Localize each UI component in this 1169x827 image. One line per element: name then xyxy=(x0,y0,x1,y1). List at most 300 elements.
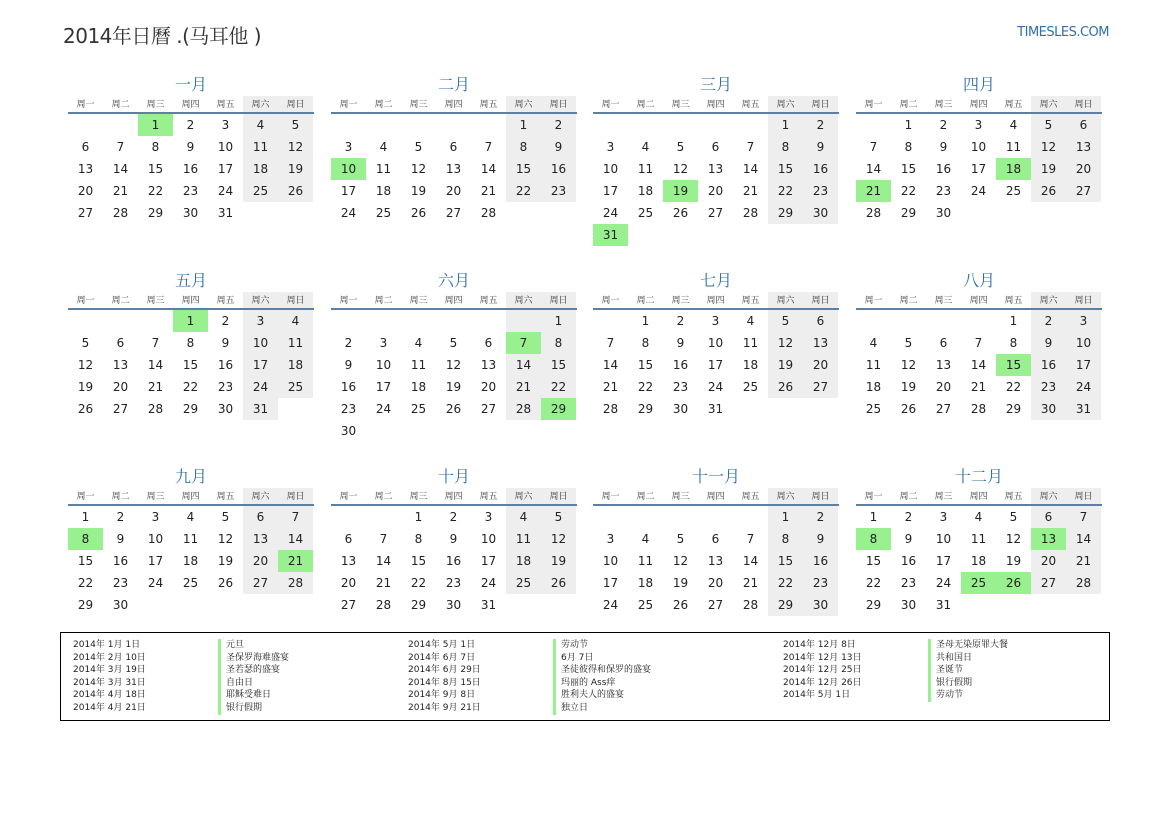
day-cell[interactable]: 21 xyxy=(506,376,541,398)
day-cell[interactable]: 5 xyxy=(221,510,230,524)
day-cell[interactable]: 23 xyxy=(340,402,357,416)
day-cell[interactable]: 10 xyxy=(602,162,619,176)
day-cell[interactable]: 27 xyxy=(1031,572,1066,594)
day-cell[interactable]: 31 xyxy=(1066,398,1101,420)
day-cell[interactable]: 19 xyxy=(445,380,462,394)
day-cell[interactable]: 4 xyxy=(974,510,983,524)
day-cell[interactable]: 22 xyxy=(637,380,654,394)
day-cell[interactable]: 14 xyxy=(742,162,759,176)
day-cell[interactable]: 30 xyxy=(672,402,689,416)
day-cell[interactable]: 28 xyxy=(278,572,313,594)
holiday-day-cell[interactable]: 19 xyxy=(663,180,698,202)
day-cell[interactable]: 7 xyxy=(746,140,755,154)
day-cell[interactable]: 14 xyxy=(1066,528,1101,550)
day-cell[interactable]: 18 xyxy=(410,380,427,394)
day-cell[interactable]: 28 xyxy=(1066,572,1101,594)
day-cell[interactable]: 2 xyxy=(449,510,458,524)
day-cell[interactable]: 2 xyxy=(803,506,838,528)
day-cell[interactable]: 14 xyxy=(602,358,619,372)
day-cell[interactable]: 11 xyxy=(742,336,759,350)
day-cell[interactable]: 12 xyxy=(672,162,689,176)
day-cell[interactable]: 25 xyxy=(278,376,313,398)
day-cell[interactable]: 29 xyxy=(77,598,94,612)
day-cell[interactable]: 2 xyxy=(803,114,838,136)
day-cell[interactable]: 23 xyxy=(541,180,576,202)
day-cell[interactable]: 7 xyxy=(974,336,983,350)
day-cell[interactable]: 25 xyxy=(506,572,541,594)
day-cell[interactable]: 5 xyxy=(676,140,685,154)
day-cell[interactable]: 21 xyxy=(375,576,392,590)
day-cell[interactable]: 2 xyxy=(939,118,948,132)
day-cell[interactable]: 14 xyxy=(865,162,882,176)
day-cell[interactable]: 27 xyxy=(77,206,94,220)
day-cell[interactable]: 24 xyxy=(147,576,164,590)
day-cell[interactable]: 17 xyxy=(480,554,497,568)
day-cell[interactable]: 5 xyxy=(676,532,685,546)
day-cell[interactable]: 7 xyxy=(278,506,313,528)
day-cell[interactable]: 31 xyxy=(935,598,952,612)
day-cell[interactable]: 10 xyxy=(217,140,234,154)
day-cell[interactable]: 27 xyxy=(340,598,357,612)
day-cell[interactable]: 6 xyxy=(484,336,493,350)
day-cell[interactable]: 30 xyxy=(217,402,234,416)
day-cell[interactable]: 19 xyxy=(410,184,427,198)
day-cell[interactable]: 25 xyxy=(375,206,392,220)
day-cell[interactable]: 6 xyxy=(711,140,720,154)
day-cell[interactable]: 14 xyxy=(742,554,759,568)
day-cell[interactable]: 4 xyxy=(506,506,541,528)
day-cell[interactable]: 31 xyxy=(217,206,234,220)
day-cell[interactable]: 9 xyxy=(676,336,685,350)
day-cell[interactable]: 29 xyxy=(1005,402,1022,416)
day-cell[interactable]: 24 xyxy=(935,576,952,590)
day-cell[interactable]: 17 xyxy=(340,184,357,198)
day-cell[interactable]: 12 xyxy=(672,554,689,568)
day-cell[interactable]: 24 xyxy=(707,380,724,394)
day-cell[interactable]: 17 xyxy=(602,576,619,590)
day-cell[interactable]: 12 xyxy=(278,136,313,158)
day-cell[interactable]: 7 xyxy=(484,140,493,154)
day-cell[interactable]: 10 xyxy=(935,532,952,546)
day-cell[interactable]: 27 xyxy=(480,402,497,416)
day-cell[interactable]: 1 xyxy=(768,114,803,136)
holiday-day-cell[interactable]: 8 xyxy=(68,528,103,550)
day-cell[interactable]: 17 xyxy=(602,184,619,198)
holiday-day-cell[interactable]: 25 xyxy=(961,572,996,594)
day-cell[interactable]: 6 xyxy=(711,532,720,546)
day-cell[interactable]: 21 xyxy=(147,380,164,394)
day-cell[interactable]: 19 xyxy=(768,354,803,376)
holiday-day-cell[interactable]: 26 xyxy=(996,572,1031,594)
day-cell[interactable]: 5 xyxy=(414,140,423,154)
day-cell[interactable]: 2 xyxy=(344,336,353,350)
day-cell[interactable]: 28 xyxy=(147,402,164,416)
day-cell[interactable]: 19 xyxy=(77,380,94,394)
day-cell[interactable]: 31 xyxy=(243,398,278,420)
day-cell[interactable]: 16 xyxy=(445,554,462,568)
day-cell[interactable]: 4 xyxy=(746,314,755,328)
day-cell[interactable]: 20 xyxy=(77,184,94,198)
day-cell[interactable]: 19 xyxy=(278,158,313,180)
day-cell[interactable]: 15 xyxy=(147,162,164,176)
day-cell[interactable]: 8 xyxy=(768,136,803,158)
day-cell[interactable]: 1 xyxy=(541,310,576,332)
day-cell[interactable]: 22 xyxy=(900,184,917,198)
day-cell[interactable]: 29 xyxy=(768,202,803,224)
day-cell[interactable]: 7 xyxy=(151,336,160,350)
holiday-day-cell[interactable]: 29 xyxy=(541,398,576,420)
day-cell[interactable]: 5 xyxy=(278,114,313,136)
holiday-day-cell[interactable]: 21 xyxy=(856,180,891,202)
day-cell[interactable]: 13 xyxy=(77,162,94,176)
holiday-day-cell[interactable]: 1 xyxy=(138,114,173,136)
day-cell[interactable]: 3 xyxy=(379,336,388,350)
day-cell[interactable]: 23 xyxy=(217,380,234,394)
day-cell[interactable]: 28 xyxy=(742,206,759,220)
day-cell[interactable]: 20 xyxy=(445,184,462,198)
day-cell[interactable]: 3 xyxy=(151,510,160,524)
day-cell[interactable]: 28 xyxy=(602,402,619,416)
day-cell[interactable]: 27 xyxy=(935,402,952,416)
day-cell[interactable]: 16 xyxy=(182,162,199,176)
day-cell[interactable]: 4 xyxy=(379,140,388,154)
day-cell[interactable]: 30 xyxy=(935,206,952,220)
day-cell[interactable]: 31 xyxy=(480,598,497,612)
day-cell[interactable]: 21 xyxy=(480,184,497,198)
day-cell[interactable]: 9 xyxy=(1031,332,1066,354)
holiday-day-cell[interactable]: 1 xyxy=(173,310,208,332)
day-cell[interactable]: 28 xyxy=(970,402,987,416)
day-cell[interactable]: 18 xyxy=(506,550,541,572)
day-cell[interactable]: 17 xyxy=(243,354,278,376)
day-cell[interactable]: 22 xyxy=(541,376,576,398)
day-cell[interactable]: 22 xyxy=(506,180,541,202)
day-cell[interactable]: 13 xyxy=(803,332,838,354)
day-cell[interactable]: 1 xyxy=(869,510,878,524)
day-cell[interactable]: 17 xyxy=(935,554,952,568)
day-cell[interactable]: 4 xyxy=(414,336,423,350)
day-cell[interactable]: 20 xyxy=(1031,550,1066,572)
day-cell[interactable]: 20 xyxy=(243,550,278,572)
day-cell[interactable]: 5 xyxy=(449,336,458,350)
day-cell[interactable]: 26 xyxy=(672,206,689,220)
day-cell[interactable]: 30 xyxy=(340,424,357,438)
day-cell[interactable]: 11 xyxy=(506,528,541,550)
day-cell[interactable]: 12 xyxy=(217,532,234,546)
day-cell[interactable]: 5 xyxy=(1009,510,1018,524)
day-cell[interactable]: 21 xyxy=(742,184,759,198)
day-cell[interactable]: 27 xyxy=(243,572,278,594)
day-cell[interactable]: 7 xyxy=(1066,506,1101,528)
day-cell[interactable]: 17 xyxy=(1066,354,1101,376)
day-cell[interactable]: 23 xyxy=(803,572,838,594)
day-cell[interactable]: 11 xyxy=(410,358,427,372)
holiday-day-cell[interactable]: 15 xyxy=(996,354,1031,376)
day-cell[interactable]: 22 xyxy=(410,576,427,590)
day-cell[interactable]: 9 xyxy=(449,532,458,546)
day-cell[interactable]: 13 xyxy=(243,528,278,550)
day-cell[interactable]: 15 xyxy=(637,358,654,372)
day-cell[interactable]: 8 xyxy=(186,336,195,350)
day-cell[interactable]: 9 xyxy=(939,140,948,154)
day-cell[interactable]: 3 xyxy=(484,510,493,524)
day-cell[interactable]: 18 xyxy=(637,184,654,198)
day-cell[interactable]: 4 xyxy=(278,310,313,332)
day-cell[interactable]: 6 xyxy=(1066,114,1101,136)
day-cell[interactable]: 30 xyxy=(182,206,199,220)
day-cell[interactable]: 25 xyxy=(637,598,654,612)
day-cell[interactable]: 11 xyxy=(182,532,199,546)
day-cell[interactable]: 4 xyxy=(641,532,650,546)
day-cell[interactable]: 3 xyxy=(606,532,615,546)
day-cell[interactable]: 1 xyxy=(81,510,90,524)
day-cell[interactable]: 6 xyxy=(116,336,125,350)
day-cell[interactable]: 9 xyxy=(904,532,913,546)
day-cell[interactable]: 18 xyxy=(278,354,313,376)
day-cell[interactable]: 15 xyxy=(768,550,803,572)
day-cell[interactable]: 3 xyxy=(606,140,615,154)
day-cell[interactable]: 6 xyxy=(803,310,838,332)
day-cell[interactable]: 4 xyxy=(1009,118,1018,132)
day-cell[interactable]: 23 xyxy=(445,576,462,590)
day-cell[interactable]: 17 xyxy=(707,358,724,372)
day-cell[interactable]: 24 xyxy=(602,206,619,220)
day-cell[interactable]: 6 xyxy=(344,532,353,546)
day-cell[interactable]: 24 xyxy=(217,184,234,198)
day-cell[interactable]: 3 xyxy=(1066,310,1101,332)
day-cell[interactable]: 27 xyxy=(707,598,724,612)
day-cell[interactable]: 20 xyxy=(707,184,724,198)
day-cell[interactable]: 17 xyxy=(970,162,987,176)
day-cell[interactable]: 19 xyxy=(672,576,689,590)
day-cell[interactable]: 15 xyxy=(900,162,917,176)
day-cell[interactable]: 22 xyxy=(768,572,803,594)
day-cell[interactable]: 20 xyxy=(935,380,952,394)
day-cell[interactable]: 21 xyxy=(742,576,759,590)
site-link[interactable]: TIMESLES.COM xyxy=(1017,25,1109,40)
day-cell[interactable]: 13 xyxy=(340,554,357,568)
day-cell[interactable]: 9 xyxy=(116,532,125,546)
day-cell[interactable]: 23 xyxy=(1031,376,1066,398)
day-cell[interactable]: 15 xyxy=(865,554,882,568)
day-cell[interactable]: 3 xyxy=(221,118,230,132)
day-cell[interactable]: 19 xyxy=(1005,554,1022,568)
day-cell[interactable]: 8 xyxy=(414,532,423,546)
day-cell[interactable]: 11 xyxy=(970,532,987,546)
day-cell[interactable]: 16 xyxy=(935,162,952,176)
holiday-day-cell[interactable]: 8 xyxy=(856,528,891,550)
day-cell[interactable]: 7 xyxy=(116,140,125,154)
day-cell[interactable]: 2 xyxy=(186,118,195,132)
day-cell[interactable]: 23 xyxy=(672,380,689,394)
day-cell[interactable]: 23 xyxy=(112,576,129,590)
day-cell[interactable]: 4 xyxy=(641,140,650,154)
day-cell[interactable]: 26 xyxy=(900,402,917,416)
day-cell[interactable]: 24 xyxy=(340,206,357,220)
day-cell[interactable]: 11 xyxy=(375,162,392,176)
day-cell[interactable]: 27 xyxy=(112,402,129,416)
day-cell[interactable]: 22 xyxy=(865,576,882,590)
day-cell[interactable]: 11 xyxy=(637,554,654,568)
day-cell[interactable]: 26 xyxy=(77,402,94,416)
day-cell[interactable]: 16 xyxy=(1031,354,1066,376)
day-cell[interactable]: 16 xyxy=(112,554,129,568)
day-cell[interactable]: 13 xyxy=(112,358,129,372)
day-cell[interactable]: 8 xyxy=(541,332,576,354)
day-cell[interactable]: 5 xyxy=(81,336,90,350)
day-cell[interactable]: 5 xyxy=(768,310,803,332)
day-cell[interactable]: 18 xyxy=(742,358,759,372)
day-cell[interactable]: 1 xyxy=(641,314,650,328)
day-cell[interactable]: 8 xyxy=(1009,336,1018,350)
holiday-day-cell[interactable]: 21 xyxy=(278,550,313,572)
day-cell[interactable]: 16 xyxy=(672,358,689,372)
day-cell[interactable]: 22 xyxy=(147,184,164,198)
day-cell[interactable]: 26 xyxy=(278,180,313,202)
day-cell[interactable]: 16 xyxy=(803,158,838,180)
day-cell[interactable]: 12 xyxy=(410,162,427,176)
day-cell[interactable]: 5 xyxy=(904,336,913,350)
day-cell[interactable]: 16 xyxy=(217,358,234,372)
day-cell[interactable]: 11 xyxy=(243,136,278,158)
day-cell[interactable]: 14 xyxy=(506,354,541,376)
day-cell[interactable]: 2 xyxy=(904,510,913,524)
day-cell[interactable]: 29 xyxy=(410,598,427,612)
day-cell[interactable]: 10 xyxy=(147,532,164,546)
day-cell[interactable]: 1 xyxy=(414,510,423,524)
day-cell[interactable]: 30 xyxy=(900,598,917,612)
day-cell[interactable]: 13 xyxy=(1066,136,1101,158)
day-cell[interactable]: 18 xyxy=(375,184,392,198)
day-cell[interactable]: 3 xyxy=(344,140,353,154)
day-cell[interactable]: 20 xyxy=(112,380,129,394)
day-cell[interactable]: 29 xyxy=(768,594,803,616)
day-cell[interactable]: 27 xyxy=(445,206,462,220)
day-cell[interactable]: 16 xyxy=(900,554,917,568)
day-cell[interactable]: 18 xyxy=(637,576,654,590)
day-cell[interactable]: 4 xyxy=(869,336,878,350)
day-cell[interactable]: 2 xyxy=(221,314,230,328)
day-cell[interactable]: 25 xyxy=(1005,184,1022,198)
day-cell[interactable]: 7 xyxy=(869,140,878,154)
day-cell[interactable]: 1 xyxy=(768,506,803,528)
holiday-day-cell[interactable]: 18 xyxy=(996,158,1031,180)
day-cell[interactable]: 14 xyxy=(375,554,392,568)
day-cell[interactable]: 29 xyxy=(900,206,917,220)
day-cell[interactable]: 20 xyxy=(340,576,357,590)
day-cell[interactable]: 19 xyxy=(1031,158,1066,180)
day-cell[interactable]: 11 xyxy=(1005,140,1022,154)
day-cell[interactable]: 28 xyxy=(375,598,392,612)
day-cell[interactable]: 13 xyxy=(707,554,724,568)
day-cell[interactable]: 29 xyxy=(637,402,654,416)
day-cell[interactable]: 30 xyxy=(1031,398,1066,420)
day-cell[interactable]: 9 xyxy=(344,358,353,372)
day-cell[interactable]: 20 xyxy=(803,354,838,376)
day-cell[interactable]: 19 xyxy=(541,550,576,572)
day-cell[interactable]: 15 xyxy=(768,158,803,180)
day-cell[interactable]: 3 xyxy=(974,118,983,132)
day-cell[interactable]: 12 xyxy=(1005,532,1022,546)
day-cell[interactable]: 25 xyxy=(243,180,278,202)
day-cell[interactable]: 7 xyxy=(746,532,755,546)
day-cell[interactable]: 22 xyxy=(768,180,803,202)
day-cell[interactable]: 12 xyxy=(77,358,94,372)
day-cell[interactable]: 11 xyxy=(865,358,882,372)
day-cell[interactable]: 2 xyxy=(1031,310,1066,332)
day-cell[interactable]: 21 xyxy=(970,380,987,394)
day-cell[interactable]: 24 xyxy=(480,576,497,590)
day-cell[interactable]: 15 xyxy=(410,554,427,568)
day-cell[interactable]: 16 xyxy=(340,380,357,394)
day-cell[interactable]: 21 xyxy=(1066,550,1101,572)
day-cell[interactable]: 1 xyxy=(1009,314,1018,328)
day-cell[interactable]: 20 xyxy=(707,576,724,590)
day-cell[interactable]: 24 xyxy=(970,184,987,198)
day-cell[interactable]: 20 xyxy=(1066,158,1101,180)
day-cell[interactable]: 24 xyxy=(243,376,278,398)
day-cell[interactable]: 23 xyxy=(803,180,838,202)
day-cell[interactable]: 26 xyxy=(1031,180,1066,202)
day-cell[interactable]: 14 xyxy=(480,162,497,176)
day-cell[interactable]: 2 xyxy=(116,510,125,524)
day-cell[interactable]: 10 xyxy=(243,332,278,354)
day-cell[interactable]: 24 xyxy=(375,402,392,416)
day-cell[interactable]: 10 xyxy=(707,336,724,350)
day-cell[interactable]: 20 xyxy=(480,380,497,394)
day-cell[interactable]: 16 xyxy=(541,158,576,180)
day-cell[interactable]: 25 xyxy=(865,402,882,416)
day-cell[interactable]: 8 xyxy=(641,336,650,350)
day-cell[interactable]: 28 xyxy=(480,206,497,220)
day-cell[interactable]: 5 xyxy=(541,506,576,528)
day-cell[interactable]: 22 xyxy=(77,576,94,590)
day-cell[interactable]: 28 xyxy=(865,206,882,220)
day-cell[interactable]: 2 xyxy=(676,314,685,328)
day-cell[interactable]: 4 xyxy=(186,510,195,524)
day-cell[interactable]: 11 xyxy=(278,332,313,354)
day-cell[interactable]: 19 xyxy=(900,380,917,394)
day-cell[interactable]: 30 xyxy=(803,202,838,224)
day-cell[interactable]: 12 xyxy=(768,332,803,354)
day-cell[interactable]: 6 xyxy=(81,140,90,154)
day-cell[interactable]: 11 xyxy=(637,162,654,176)
day-cell[interactable]: 8 xyxy=(768,528,803,550)
day-cell[interactable]: 14 xyxy=(970,358,987,372)
day-cell[interactable]: 12 xyxy=(541,528,576,550)
day-cell[interactable]: 27 xyxy=(803,376,838,398)
day-cell[interactable]: 24 xyxy=(1066,376,1101,398)
holiday-day-cell[interactable]: 13 xyxy=(1031,528,1066,550)
day-cell[interactable]: 26 xyxy=(672,598,689,612)
day-cell[interactable]: 30 xyxy=(445,598,462,612)
day-cell[interactable]: 14 xyxy=(147,358,164,372)
day-cell[interactable]: 16 xyxy=(803,550,838,572)
day-cell[interactable]: 8 xyxy=(506,136,541,158)
day-cell[interactable]: 15 xyxy=(541,354,576,376)
day-cell[interactable]: 25 xyxy=(742,380,759,394)
day-cell[interactable]: 18 xyxy=(865,380,882,394)
day-cell[interactable]: 7 xyxy=(379,532,388,546)
day-cell[interactable]: 4 xyxy=(243,114,278,136)
day-cell[interactable]: 14 xyxy=(112,162,129,176)
day-cell[interactable]: 26 xyxy=(541,572,576,594)
day-cell[interactable]: 29 xyxy=(865,598,882,612)
day-cell[interactable]: 7 xyxy=(606,336,615,350)
day-cell[interactable]: 29 xyxy=(182,402,199,416)
day-cell[interactable]: 22 xyxy=(182,380,199,394)
day-cell[interactable]: 30 xyxy=(803,594,838,616)
